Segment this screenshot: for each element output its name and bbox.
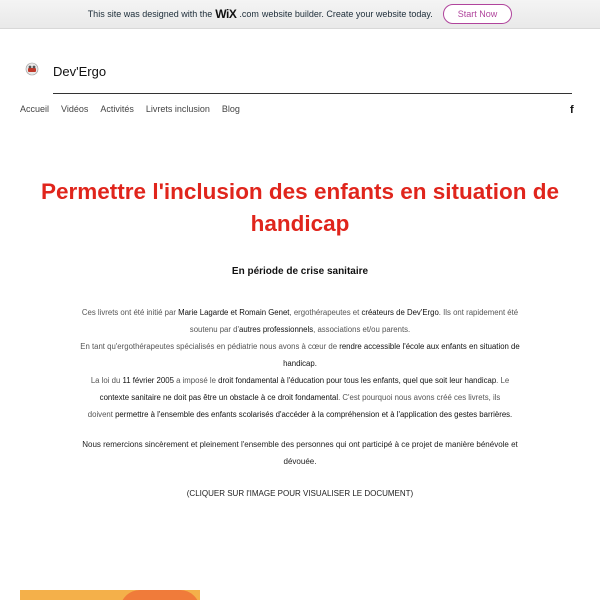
professionals-highlight: autres professionnels xyxy=(238,325,314,334)
nav-item-activites[interactable]: Activités xyxy=(100,104,134,114)
text-span: , associations et/ou parents. xyxy=(313,325,411,334)
dev-ergo-logo-icon[interactable] xyxy=(25,62,39,76)
date-highlight: 11 février 2005 xyxy=(122,376,174,385)
context-highlight: contexte sanitaire ne doit pas être un obstacle à ce droit fondamental xyxy=(99,393,339,402)
text-span: . C'est pourquoi nous avons créé ces livrets, ils xyxy=(338,393,501,402)
right-highlight: droit fondamental à l'éducation pour tous les enfants, quel que soit leur handicap xyxy=(218,376,497,385)
text-span: doivent xyxy=(87,410,116,419)
click-instruction: (CLIQUER SUR l'IMAGE POUR VISUALISER LE DOCUMENT) xyxy=(186,489,414,498)
wix-logo[interactable]: WiX xyxy=(215,7,237,21)
thanks-paragraph xyxy=(18,436,582,470)
text-span: Nous remercions sincèrement et pleinement l'ensemble des personnes qui ont participé à ce projet de manière bénévole et xyxy=(82,440,518,449)
start-now-button[interactable]: Start Now xyxy=(443,4,513,24)
page-title: Permettre l'inclusion des enfants en situation de handicap xyxy=(41,179,559,236)
document-thumbnail[interactable] xyxy=(20,590,200,600)
wix-banner-text xyxy=(88,7,433,21)
accessibility-highlight: rendre accessible l'école aux enfants en situation de xyxy=(339,342,520,351)
text-span: . Le xyxy=(496,376,510,385)
text-span: . Ils ont rapidement été xyxy=(438,308,519,317)
text-span: La loi du xyxy=(90,376,123,385)
text-span: , ergothérapeutes et xyxy=(289,308,362,317)
header-divider xyxy=(53,93,572,94)
goal-highlight: permettre à l'ensemble des enfants scolarisés d'accéder à la compréhension et à l'application des gestes barrières. xyxy=(115,410,513,419)
text-span: soutenu par d' xyxy=(189,325,239,334)
nav-item-livrets-inclusion[interactable]: Livrets inclusion xyxy=(145,104,210,114)
wix-banner xyxy=(0,0,600,29)
site-title[interactable]: Dev'Ergo xyxy=(53,64,107,79)
authors-highlight: Marie Lagarde et Romain Genet xyxy=(178,308,290,317)
thumbnail-shape xyxy=(120,590,200,600)
handicap-highlight: handicap. xyxy=(283,359,317,368)
text-span: Ces livrets ont été initié par xyxy=(81,308,179,317)
banner-text-after: website builder. Create your website today. xyxy=(261,9,433,19)
text-span: a imposé le xyxy=(173,376,219,385)
facebook-icon[interactable]: f xyxy=(570,104,574,116)
banner-text-before: This site was designed with the xyxy=(87,9,213,19)
page-subtitle: En période de crise sanitaire xyxy=(231,266,369,277)
nav-item-videos[interactable]: Vidéos xyxy=(61,104,89,114)
intro-paragraph xyxy=(18,304,582,423)
text-span: En tant qu'ergothérapeutes spécialisés en pédiatrie nous avons à cœur de xyxy=(80,342,340,351)
nav-item-accueil[interactable]: Accueil xyxy=(20,104,50,114)
text-span: dévouée. xyxy=(283,457,317,466)
main-nav xyxy=(20,104,240,114)
nav-item-blog[interactable]: Blog xyxy=(221,104,240,114)
creators-highlight: créateurs de Dev'Ergo xyxy=(361,308,439,317)
site-header xyxy=(20,58,552,94)
wix-logo-dotcom: .com xyxy=(239,9,259,19)
